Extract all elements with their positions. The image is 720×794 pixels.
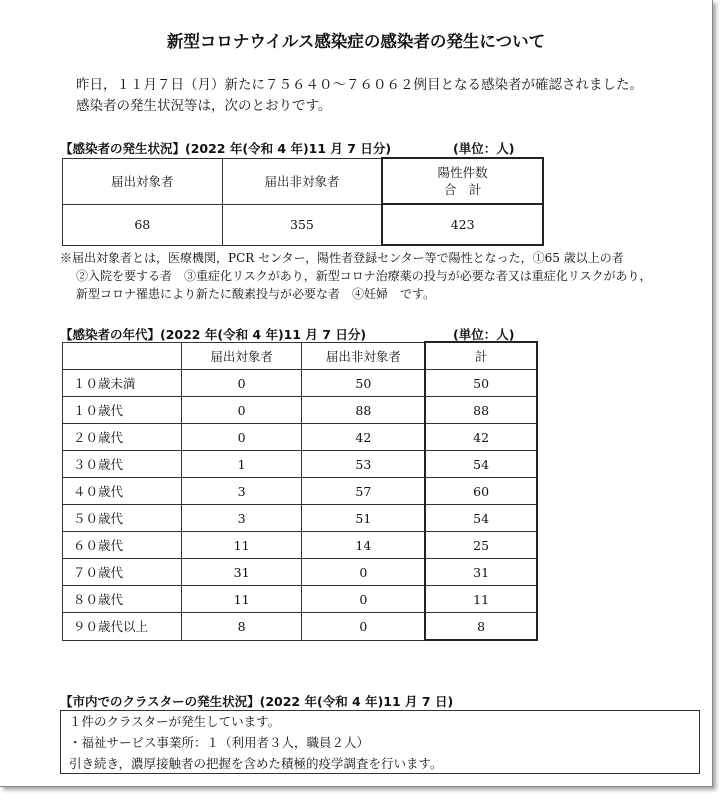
age-label: ８０歳代 [63,586,182,613]
age-label: ７０歳代 [63,559,182,586]
age-reported: 11 [181,586,302,613]
age-reported: 3 [181,505,302,532]
age-header-unreported: 届出非対象者 [302,342,425,370]
age-header-total: 計 [425,342,537,370]
status-value-reported: 68 [63,204,223,245]
age-label: １０歳代 [63,397,182,424]
age-unreported: 0 [302,586,425,613]
age-reported: 31 [181,559,302,586]
status-value-total: 423 [382,204,543,245]
table-row [63,613,538,641]
status-header-total-line2: 合 計 [443,182,482,197]
age-total: 25 [425,532,537,559]
status-value-unreported: 355 [222,204,382,245]
intro-text [76,75,643,117]
table-row [63,370,538,397]
age-heading: 【感染者の年代】(2022 年(令和 4 年)11 月 7 日分) [60,327,367,342]
age-header-row [63,342,538,370]
age-label: ３０歳代 [63,451,182,478]
status-header-total [382,158,543,204]
age-reported: 3 [181,478,302,505]
table-row [63,397,538,424]
age-total: 54 [425,505,537,532]
note-line-3: 新型コロナ罹患により新たに酸素投与が必要な者 ④妊婦 です。 [76,287,436,301]
age-reported: 11 [181,532,302,559]
note-line-2: ②入院を要する者 ③重症化リスクがあり，新型コロナ治療薬の投与が必要な者又は重症化リスクがあり， [76,269,652,283]
age-unreported: 42 [302,424,425,451]
status-table [62,157,544,246]
status-header-total-line1: 陽性件数 [437,165,488,180]
age-unreported: 57 [302,478,425,505]
table-row [63,451,538,478]
status-header-reported: 届出対象者 [63,158,223,204]
status-note [60,249,652,303]
age-total: 50 [425,370,537,397]
age-reported: 8 [181,613,302,641]
table-row [63,586,538,613]
table-row [63,478,538,505]
status-heading: 【感染者の発生状況】(2022 年(令和 4 年)11 月 7 日分) [60,141,392,156]
age-label: １０歳未満 [63,370,182,397]
age-reported: 1 [181,451,302,478]
status-unit: (単位：人) [453,141,515,156]
age-unreported: 88 [302,397,425,424]
age-total: 31 [425,559,537,586]
age-total: 11 [425,586,537,613]
cluster-heading: 【市内でのクラスターの発生状況】(2022 年(令和 4 年)11 月 7 日) [60,694,454,709]
cluster-line-1: １件のクラスターが発生しています。 [69,714,281,729]
age-total: 54 [425,451,537,478]
age-total: 88 [425,397,537,424]
table-row [63,532,538,559]
age-table [62,341,538,641]
age-unreported: 53 [302,451,425,478]
age-unit: (単位：人) [453,327,515,342]
intro-line-2: 感染者の発生状況等は，次のとおりです。 [76,98,332,114]
cluster-line-3: 引き続き，濃厚接触者の把握を含めた積極的疫学調査を行います。 [69,756,443,771]
table-row [63,505,538,532]
age-label: ５０歳代 [63,505,182,532]
table-row [63,559,538,586]
age-header-blank [63,342,182,370]
cluster-line-2: ・福祉サービス事業所：１（利用者３人，職員２人） [69,735,370,750]
age-total: 8 [425,613,537,641]
age-unreported: 14 [302,532,425,559]
cluster-box [60,710,700,774]
table-row [63,424,538,451]
note-line-1: ※届出対象者とは，医療機関，PCR センター，陽性者登録センター等で陽性となった，①65 歳以上の者 [60,251,624,265]
age-total: 42 [425,424,537,451]
age-label: ６０歳代 [63,532,182,559]
age-unreported: 51 [302,505,425,532]
age-unreported: 50 [302,370,425,397]
age-unreported: 0 [302,559,425,586]
age-label: ２０歳代 [63,424,182,451]
age-reported: 0 [181,370,302,397]
age-label: ９０歳代以上 [63,613,182,641]
age-header-reported: 届出対象者 [181,342,302,370]
intro-line-1: 昨日，１１月７日（月）新たに７５６４０～７６０６２例目となる感染者が確認されました。 [76,77,643,93]
age-reported: 0 [181,397,302,424]
age-label: ４０歳代 [63,478,182,505]
page-title: 新型コロナウイルス感染症の感染者の発生について [166,32,546,51]
age-total: 60 [425,478,537,505]
age-reported: 0 [181,424,302,451]
age-unreported: 0 [302,613,425,641]
status-header-unreported: 届出非対象者 [222,158,382,204]
